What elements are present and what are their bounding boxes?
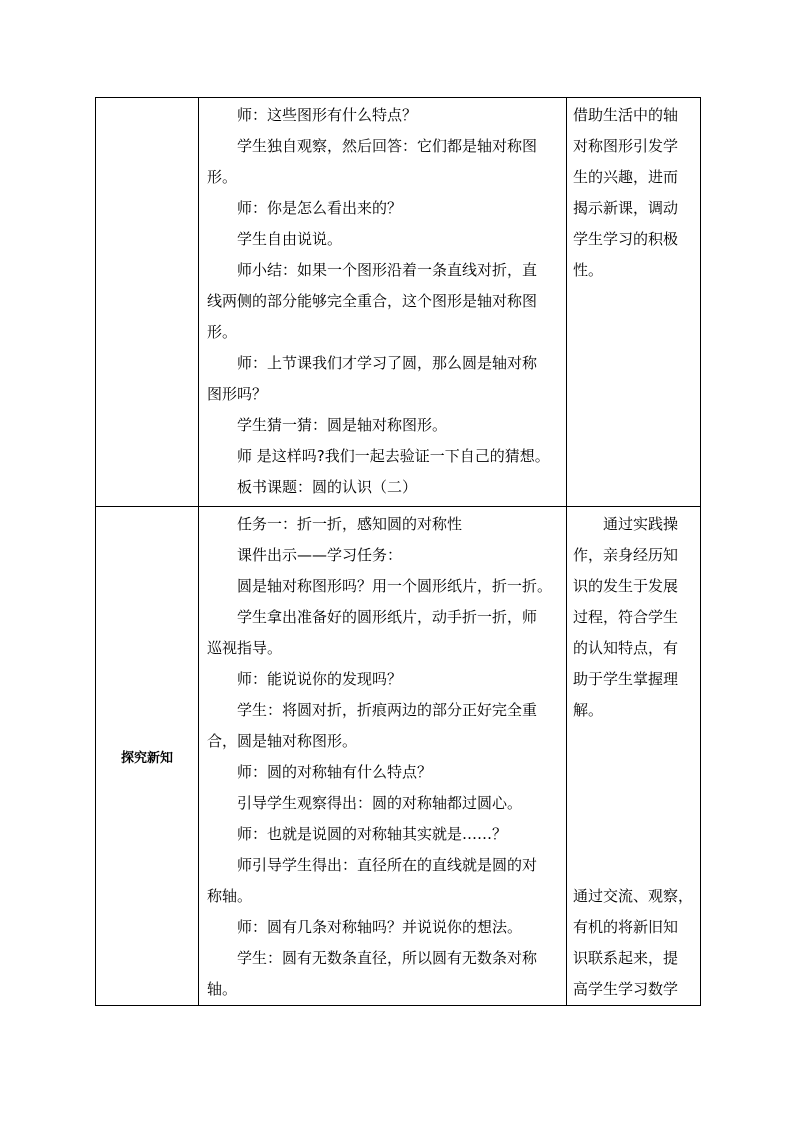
intent-line: 识联系起来，提 bbox=[573, 949, 679, 967]
intent-line: 识的发生于发展 bbox=[573, 577, 679, 595]
intent-line: 生的兴趣，进而 bbox=[573, 168, 679, 186]
content-line: 学生拿出准备好的圆形纸片，动手折一折，师 bbox=[237, 608, 538, 626]
intent-line: 过程，符合学生 bbox=[573, 608, 679, 626]
content-line: 巡视指导。 bbox=[207, 639, 283, 657]
intent-line: 揭示新课，调动 bbox=[573, 199, 679, 217]
content-line: 称轴。 bbox=[207, 887, 253, 905]
content-line: 图形吗？ bbox=[207, 385, 268, 403]
content-line: 学生独自观察，然后回答：它们都是轴对称图 bbox=[237, 137, 538, 155]
content-line: 学生自由说说。 bbox=[237, 230, 343, 248]
intent-line: 解。 bbox=[573, 701, 604, 719]
content-line: 课件出示——学习任务： bbox=[237, 546, 403, 564]
content-line: 师小结：如果一个图形沿着一条直线对折，直 bbox=[237, 261, 538, 279]
stage-cell bbox=[96, 507, 199, 1006]
stage-label: 探究新知 bbox=[120, 750, 173, 766]
intent-line: 借助生活中的轴 bbox=[573, 106, 679, 124]
intent-cell bbox=[567, 507, 701, 1006]
content-line: 师 是这样吗?我们一起去验证一下自己的猜想。 bbox=[237, 447, 550, 465]
content-line: 任务一：折一折，感知圆的对称性 bbox=[237, 515, 463, 533]
intent-line: 对称图形引发学 bbox=[573, 137, 679, 155]
content-line: 合，圆是轴对称图形。 bbox=[207, 732, 358, 750]
intent-line: 高学生学习数学 bbox=[573, 980, 679, 998]
content-line: 形。 bbox=[207, 168, 238, 186]
table-row bbox=[96, 507, 701, 1006]
lesson-plan-table bbox=[95, 97, 701, 1006]
intent-cell bbox=[567, 98, 701, 507]
content-line: 师：圆的对称轴有什么特点？ bbox=[237, 763, 433, 781]
intent-line: 助于学生掌握理 bbox=[573, 670, 679, 688]
intent-line: 作，亲身经历知 bbox=[573, 546, 679, 564]
content-line: 引导学生观察得出：圆的对称轴都过圆心。 bbox=[237, 794, 523, 812]
intent-line: 通过实践操 bbox=[603, 515, 679, 533]
content-line: 师：也就是说圆的对称轴其实就是……？ bbox=[237, 825, 508, 843]
table-row bbox=[96, 98, 701, 507]
intent-line: 有机的将新旧知 bbox=[573, 918, 679, 936]
content-line: 学生猜一猜：圆是轴对称图形。 bbox=[237, 416, 448, 434]
content-line: 轴。 bbox=[207, 980, 238, 998]
content-line: 圆是轴对称图形吗？用一个圆形纸片，折一折。 bbox=[237, 577, 553, 595]
content-line: 线两侧的部分能够完全重合，这个图形是轴对称图 bbox=[207, 292, 538, 310]
intent-line: 通过交流、观察， bbox=[573, 887, 694, 905]
intent-line: 的认知特点，有 bbox=[573, 639, 679, 657]
content-cell bbox=[199, 507, 567, 1006]
content-line: 学生：圆有无数条直径，所以圆有无数条对称 bbox=[237, 949, 538, 967]
content-line: 师引导学生得出：直径所在的直线就是圆的对 bbox=[237, 856, 538, 874]
content-line: 师：你是怎么看出来的？ bbox=[237, 199, 403, 217]
stage-cell bbox=[96, 98, 199, 507]
content-line: 师：圆有几条对称轴吗？并说说你的想法。 bbox=[237, 918, 523, 936]
content-line: 师：上节课我们才学习了圆，那么圆是轴对称 bbox=[237, 354, 538, 372]
content-line: 形。 bbox=[207, 323, 238, 341]
intent-line: 性。 bbox=[573, 261, 604, 279]
content-line: 师：能说说你的发现吗？ bbox=[237, 670, 403, 688]
content-line: 学生：将圆对折，折痕两边的部分正好完全重 bbox=[237, 701, 538, 719]
content-line: 板书课题：圆的认识（二） bbox=[237, 478, 418, 496]
content-line: 师：这些图形有什么特点？ bbox=[237, 106, 418, 124]
content-cell bbox=[199, 98, 567, 507]
intent-spacer bbox=[573, 726, 698, 881]
intent-line: 学生学习的积极 bbox=[573, 230, 679, 248]
